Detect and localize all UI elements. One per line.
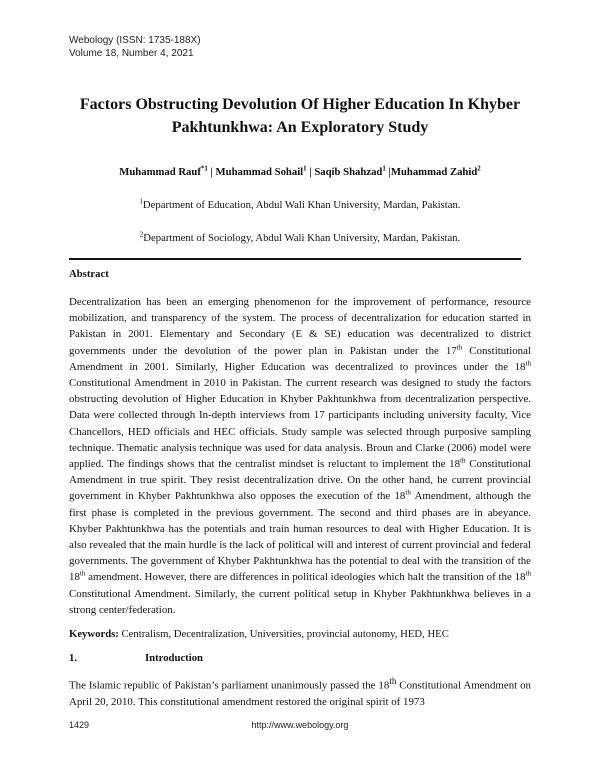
author-name: Muhammad Zahid — [390, 166, 478, 178]
author-mark: 1 — [303, 164, 307, 173]
ordinal-suffix: th — [460, 456, 466, 465]
keywords-text: Centralism, Decentralization, Universities, provincial autonomy, HED, HEC — [118, 628, 449, 640]
title-line-1: Factors Obstructing Devolution Of Higher Education In Khyber — [79, 96, 521, 113]
author-mark: 2 — [477, 164, 481, 173]
journal-volume: Volume 18, Number 4, 2021 — [69, 48, 194, 59]
footer-url[interactable]: http://www.webology.org — [251, 720, 349, 730]
ordinal-suffix: th — [525, 569, 531, 578]
affiliation-1 — [40, 199, 560, 211]
ordinal-suffix: th — [389, 676, 397, 686]
title-line-2: Pakhtunkhwa: An Exploratory Study — [171, 119, 429, 136]
author-separator: | — [210, 166, 213, 178]
author-name: Saqib Shahzad — [314, 166, 383, 178]
ordinal-suffix: th — [456, 342, 463, 351]
keywords-label: Keywords: — [69, 628, 119, 640]
abstract-text: Amendment, although the first phase is completed in the previous government. The second and third phases are in abeyance. Khyber Pakhtunkhwa has the potentials and train human resources to deal with Higher Education. It is also revealed that the main hurdle is the lack of political will and interest of current provincial and federal governments. The government of Khyber Pakhtunkhwa has the potential to deal with the transition of the 18 — [69, 490, 531, 584]
abstract-text: Constitutional Amendment in 2001. Similarly, Higher Education was decentralized to provinces under the 18 — [69, 344, 531, 373]
author-separator: | — [309, 166, 312, 178]
intro-text: Constitutional Amendment on April 20, 2010. This constitutional amendment restored the original spirit of 1973 — [69, 679, 531, 708]
ordinal-suffix: th — [405, 488, 411, 497]
affiliation-2 — [40, 232, 560, 244]
paper-title — [60, 93, 540, 139]
author-mark: *1 — [200, 164, 208, 173]
section-number: 1. — [69, 652, 78, 664]
intro-body — [69, 673, 531, 710]
author-list — [40, 166, 560, 178]
affiliation-mark: 2 — [139, 230, 144, 239]
ordinal-suffix: th — [79, 569, 86, 578]
abstract-text: amendment. However, there are differences in political ideologies which halt the transition of the 18 — [85, 571, 526, 584]
intro-text: The Islamic republic of Pakistan’s parliament unanimously passed the 18 — [69, 679, 390, 692]
abstract-text: Decentralization has been an emerging phenomenon for the improvement of performance, resource mobilization, and transparency of the system. The process of decentralization for education started in Pakistan in 2001. Elementary and Secondary (E & SE) education was decentralized to district governments under the devolution of the power plan in Pakistan under the 17 — [69, 296, 531, 357]
affiliation-text: Department of Education, Abdul Wali Khan University, Mardan, Pakistan. — [142, 199, 461, 211]
ordinal-suffix: th — [525, 359, 531, 368]
affiliation-text: Department of Sociology, Abdul Wali Khan University, Mardan, Pakistan. — [143, 232, 461, 244]
section-heading — [69, 652, 203, 664]
section-title: Introduction — [145, 652, 204, 664]
abstract-heading: Abstract — [69, 268, 109, 280]
journal-header — [69, 34, 201, 60]
abstract-text: Constitutional Amendment in true spirit. They resist decentralization drive. On the other hand, he current provincial government in Khyber Pakhtunkhwa also opposes the execution of the 18 — [69, 458, 531, 503]
keywords — [69, 628, 531, 640]
abstract-text: Constitutional Amendment. Similarly, the current political setup in Khyber Pakhtunkhwa believes in a strong center/federation. — [69, 587, 531, 616]
author-separator: | — [385, 166, 391, 178]
abstract-body — [69, 294, 531, 618]
author-mark: 1 — [382, 164, 386, 173]
header-divider — [69, 258, 521, 260]
journal-name: Webology (ISSN: 1735-188X) — [69, 35, 201, 46]
affiliation-mark: 1 — [139, 197, 143, 206]
page-number: 1429 — [69, 720, 90, 730]
abstract-text: Constitutional Amendment in 2010 in Pakistan. The current research was designed to study the factors obstructing devolution of Higher Education in Khyber Pakhtunkhwa from decentralization perspective. Data were collected through In-depth interviews from 17 participants including university faculty, Vice Chancellors, HED officials and HEC officials. Study sample was selected through purposive sampling technique. Thematic analysis technique was used for data analysis. Broun and Clarke (2006) model were applied. The findings shows that the centralist mindset is reluctant to implement the 18 — [69, 377, 531, 471]
author-name: Muhammad Sohail — [215, 166, 304, 178]
author-name: Muhammad Rauf — [119, 166, 201, 178]
